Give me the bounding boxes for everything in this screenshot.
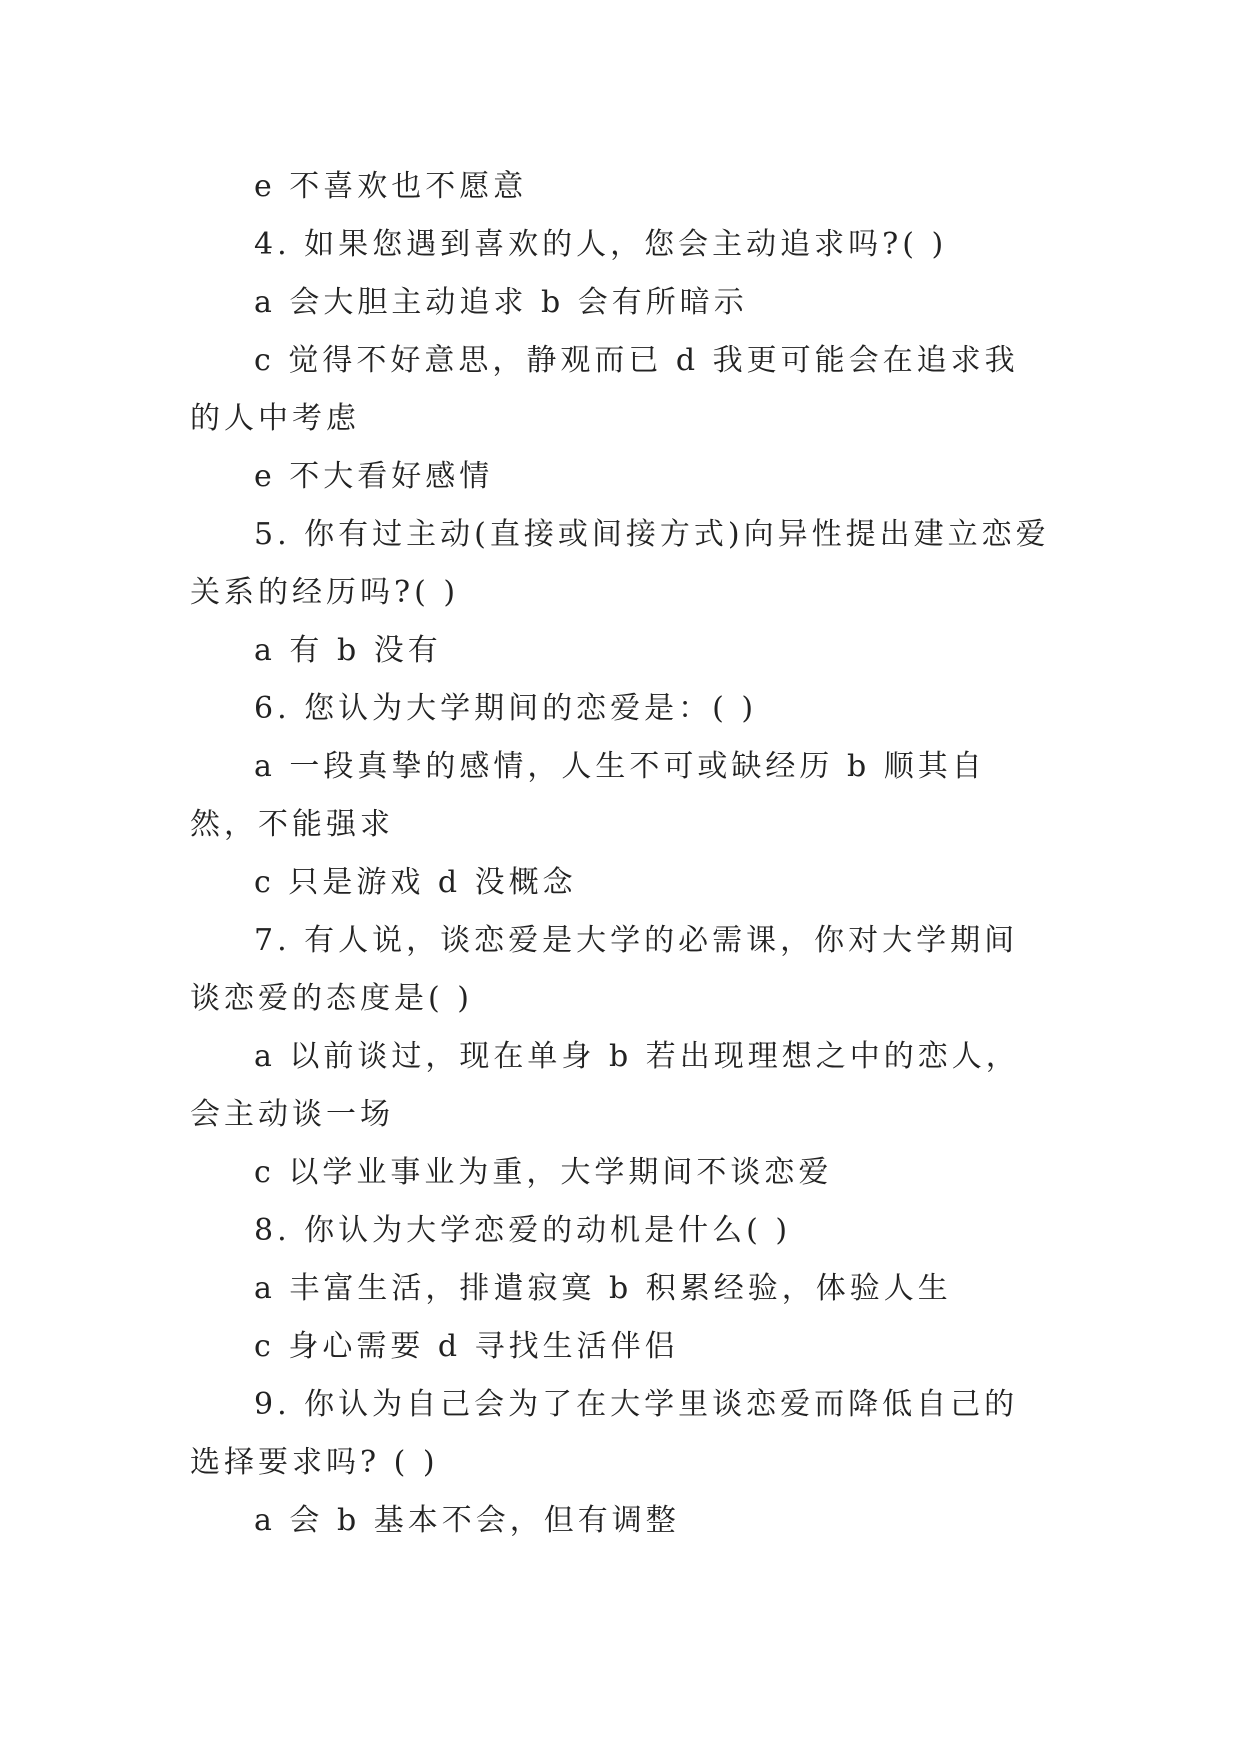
options-q4-e: e 不大看好感情 [254,459,494,494]
option-line-q3-e: e 不喜欢也不愿意 [254,169,528,204]
document-body [190,158,1050,1550]
question-6: 6. 您认为大学期间的恋爱是：( ) [254,691,758,726]
options-q7-c: c 以学业事业为重，大学期间不谈恋爱 [254,1155,833,1190]
question-7: 7. 有人说，谈恋爱是大学的必需课，你对大学期间谈恋爱的态度是( ) [190,923,1019,1016]
options-q5: a 有 b 没有 [254,633,442,668]
options-q8-ab: a 丰富生活，排遣寂寞 b 积累经验，体验人生 [254,1271,952,1306]
options-q6-cd: c 只是游戏 d 没概念 [254,865,577,900]
question-9: 9. 你认为自己会为了在大学里谈恋爱而降低自己的选择要求吗? ( ) [190,1387,1019,1480]
options-q9-ab: a 会 b 基本不会，但有调整 [254,1503,680,1538]
options-q6-ab: a 一段真挚的感情，人生不可或缺经历 b 顺其自然，不能强求 [190,749,986,842]
options-q4-ab: a 会大胆主动追求 b 会有所暗示 [254,285,748,320]
question-4: 4. 如果您遇到喜欢的人，您会主动追求吗?( ) [254,227,948,262]
options-q4-cd: c 觉得不好意思，静观而已 d 我更可能会在追求我的人中考虑 [190,343,1019,436]
options-q8-cd: c 身心需要 d 寻找生活伴侣 [254,1329,679,1364]
question-8: 8. 你认为大学恋爱的动机是什么( ) [254,1213,792,1248]
question-5: 5. 你有过主动(直接或间接方式)向异性提出建立恋爱关系的经历吗?( ) [190,517,1050,610]
options-q7-ab: a 以前谈过，现在单身 b 若出现理想之中的恋人，会主动谈一场 [190,1039,1020,1132]
